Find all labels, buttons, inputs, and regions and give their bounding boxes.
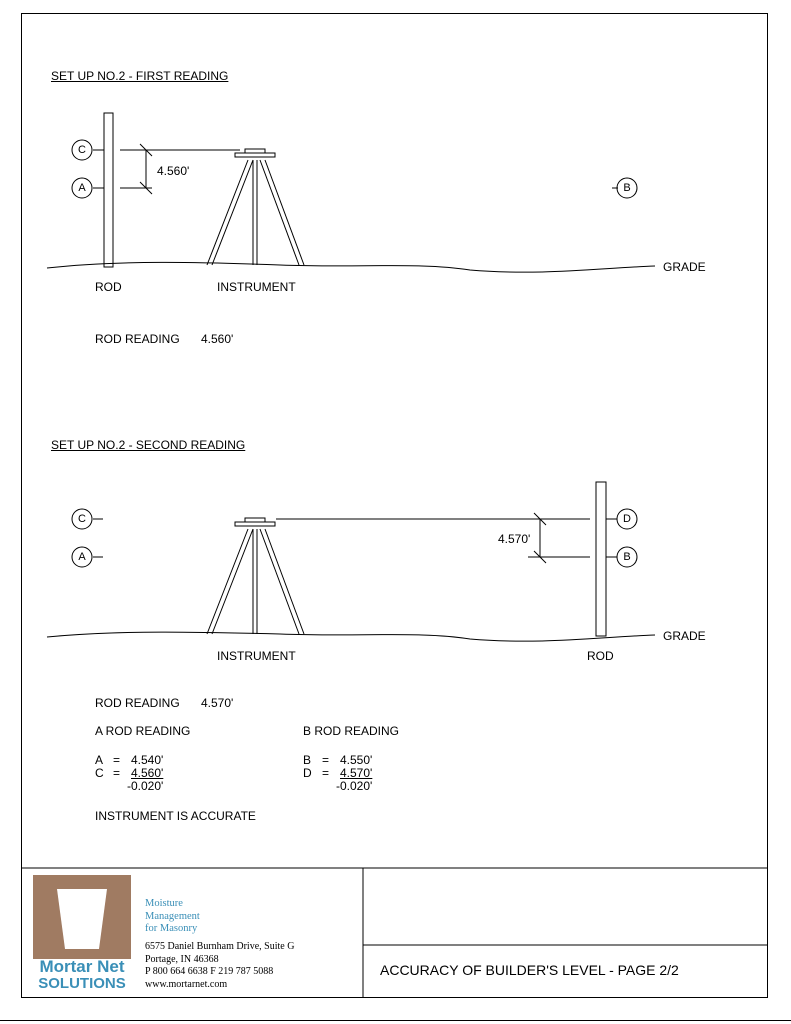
b-rod-reading-title: B ROD READING	[303, 724, 400, 738]
b-row2-value: 4.570'	[340, 766, 373, 780]
setup1-rod-reading-label: ROD READING	[95, 332, 180, 346]
setup2-rod-reading-label: ROD READING	[95, 696, 180, 710]
setup1-grade-label: GRADE	[663, 260, 706, 274]
b-row1-value: 4.550'	[340, 753, 373, 767]
address-line1: 6575 Daniel Burnham Drive, Suite G	[145, 941, 295, 952]
rod-1	[104, 113, 113, 267]
sheet-title: ACCURACY OF BUILDER'S LEVEL - PAGE 2/2	[380, 962, 679, 978]
a-row1-label: A	[95, 753, 104, 767]
setup2-grade-label: GRADE	[663, 629, 706, 643]
instrument-2	[207, 518, 304, 634]
setup2-instrument-label: INSTRUMENT	[217, 649, 296, 663]
instrument-1	[207, 149, 304, 265]
b-row2-label: D	[303, 766, 312, 780]
point-d-label-2: D	[623, 513, 631, 525]
a-row1-equals: =	[113, 753, 121, 767]
company-tagline	[145, 898, 200, 936]
point-a-label-2: A	[78, 551, 86, 563]
tagline-line3: for Masonry	[145, 923, 198, 934]
company-logo	[33, 875, 131, 992]
address-line2: Portage, IN 46368	[145, 953, 219, 965]
setup1-rod-label: ROD	[95, 280, 122, 294]
logo-text-line2: SOLUTIONS	[38, 975, 126, 992]
a-row2-equals: =	[113, 766, 121, 780]
b-result: -0.020'	[336, 779, 373, 793]
b-row1-equals: =	[322, 753, 330, 767]
b-row2-equals: =	[322, 766, 330, 780]
setup2-heading: SET UP NO.2 - SECOND READING	[51, 438, 246, 452]
grade-line-2	[47, 632, 655, 641]
b-row1-label: B	[303, 753, 312, 767]
logo-graphic	[33, 875, 131, 992]
point-c-label-2: C	[78, 513, 86, 525]
conclusion-text: INSTRUMENT IS ACCURATE	[95, 809, 256, 823]
website-link[interactable]: www.mortarnet.com	[145, 978, 228, 990]
point-c-label-1: C	[78, 144, 86, 156]
tagline-line2: Management	[145, 910, 200, 922]
a-row2-label: C	[95, 766, 104, 780]
setup1-heading: SET UP NO.2 - FIRST READING	[51, 69, 229, 83]
rod-2	[596, 482, 606, 636]
setup1-rod-reading-value: 4.560'	[201, 332, 234, 346]
grade-line-1	[47, 262, 655, 272]
point-a-label-1: A	[78, 182, 86, 194]
a-row1-value: 4.540'	[131, 753, 164, 767]
tagline-line1: Moisture	[145, 898, 183, 909]
logo-text-line1: Mortar Net	[39, 957, 125, 976]
setup2-rod-label: ROD	[587, 649, 614, 663]
phone-fax: P 800 664 6638 F 219 787 5088	[145, 966, 274, 977]
a-row2-value: 4.560'	[131, 766, 164, 780]
company-address	[145, 941, 294, 991]
point-b-label-2: B	[623, 551, 631, 563]
a-result: -0.020'	[127, 779, 164, 793]
a-rod-reading-title: A ROD READING	[95, 724, 191, 738]
setup1-dimension: 4.560'	[157, 164, 190, 178]
setup2-rod-reading-value: 4.570'	[201, 696, 234, 710]
setup2-dimension: 4.570'	[498, 532, 531, 546]
point-b-label-1: B	[623, 182, 631, 194]
setup1-instrument-label: INSTRUMENT	[217, 280, 296, 294]
